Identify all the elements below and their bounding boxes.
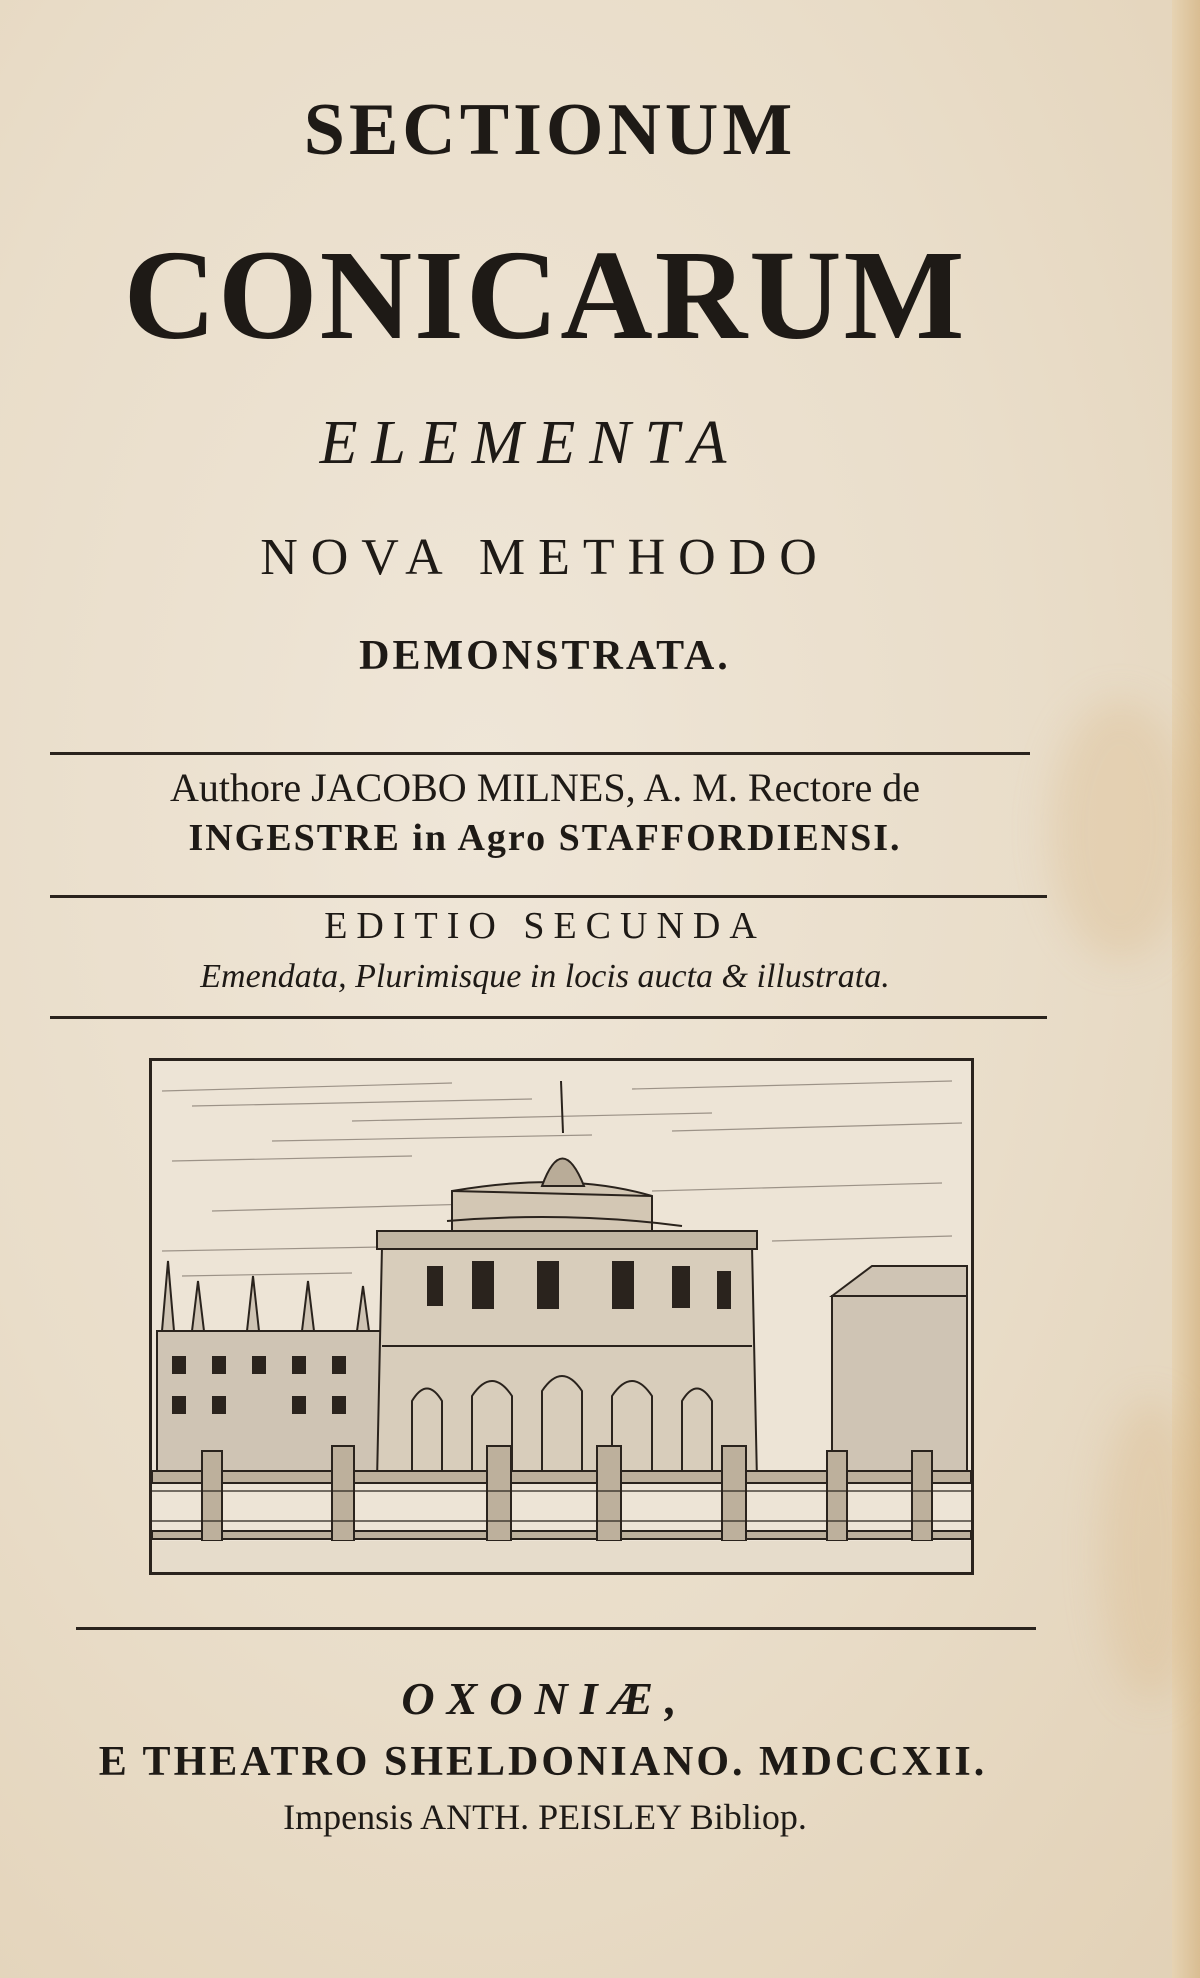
engraving-illustration [152,1061,971,1572]
paper-stain [1100,1400,1200,1700]
title-demonstrata: DEMONSTRATA. [359,633,731,679]
page-edge [1172,0,1200,1978]
imprint-place: OXONIÆ, [401,1673,689,1724]
engraving-sheldonian-theatre [149,1058,974,1575]
rule [50,752,1030,755]
imprint-publisher: Impensis ANTH. PEISLEY Bibliop. [283,1797,807,1837]
rule [76,1627,1036,1630]
title-conicarum: CONICARUM [123,224,967,366]
edition-label: EDITIO SECUNDA [324,905,766,947]
author-line-1: Authore JACOBO MILNES, A. M. Rectore de [170,765,920,810]
rule [50,895,1047,898]
imprint-press: E THEATRO SHELDONIANO. MDCCXII. [98,1739,988,1785]
author-line-2: INGESTRE in Agro STAFFORDIENSI. [188,817,902,859]
title-nova-methodo: NOVA METHODO [260,529,830,586]
title-elementa: ELEMENTA [319,409,741,477]
edition-note: Emendata, Plurimisque in locis aucta & illustrata. [200,958,890,995]
paper-stain [1050,700,1190,960]
rule [50,1016,1047,1019]
title-sectionum: SECTIONUM [303,89,797,171]
